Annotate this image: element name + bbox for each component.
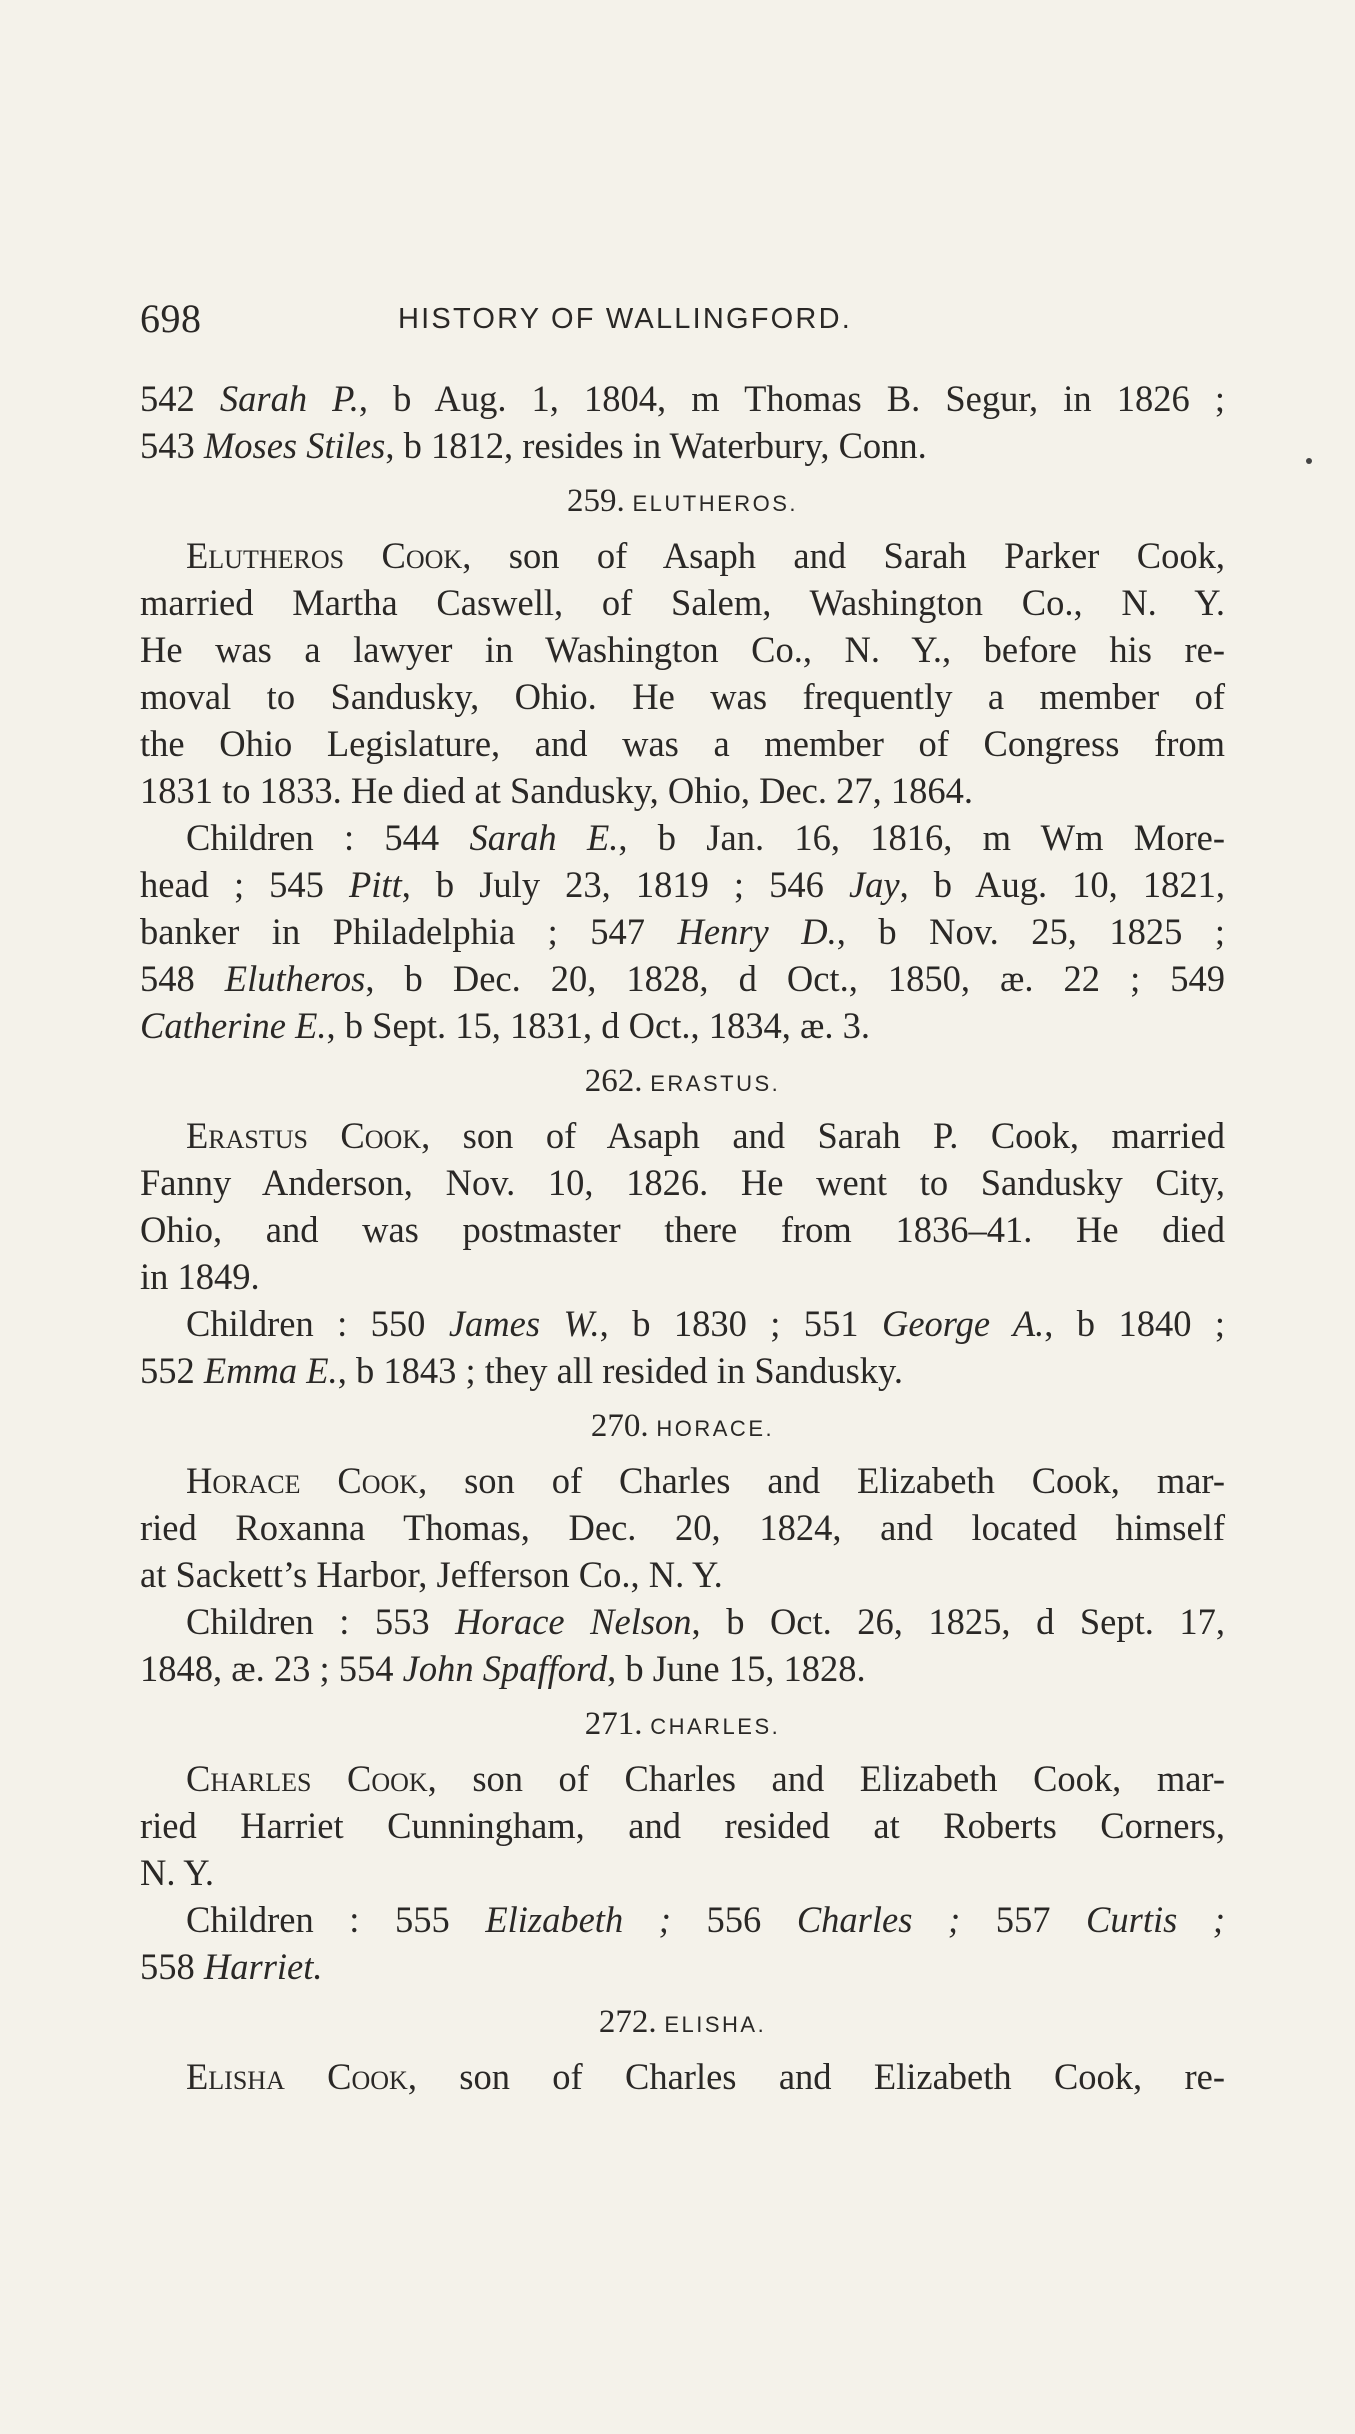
text-line: Erastus Cook, son of Asaph and Sarah P. Cook, married — [186, 1115, 1225, 1156]
text-line: He was a lawyer in Washington Co., N. Y., before his re- — [140, 629, 1225, 670]
section-heading-charles: 271. CHARLES. — [584, 1706, 781, 1742]
text-line: Horace Cook, son of Charles and Elizabeth Cook, mar- — [186, 1460, 1226, 1501]
text-line: Fanny Anderson, Nov. 10, 1826. He went to Sandusky City, — [140, 1162, 1225, 1203]
text-line: 543 Moses Stiles, b 1812, resides in Waterbury, Conn. — [140, 425, 927, 466]
text-line: N. Y. — [140, 1852, 215, 1893]
text-line: Children : 550 James W., b 1830 ; 551 George A., b 1840 ; — [186, 1303, 1225, 1344]
text-line: Children : 553 Horace Nelson, b Oct. 26, 1825, d Sept. 17, — [186, 1601, 1225, 1642]
margin-speck — [1306, 458, 1312, 464]
section-heading-elisha: 272. ELISHA. — [598, 2004, 767, 2040]
text-line: 548 Elutheros, b Dec. 20, 1828, d Oct., 1850, æ. 22 ; 549 — [140, 958, 1226, 999]
section-heading-elutheros: 259. ELUTHEROS. — [566, 483, 799, 519]
text-line: the Ohio Legislature, and was a member of Congress from — [140, 723, 1225, 764]
text-line: married Martha Caswell, of Salem, Washington Co., N. Y. — [140, 582, 1225, 623]
text-line: head ; 545 Pitt, b July 23, 1819 ; 546 Jay, b Aug. 10, 1821, — [140, 864, 1225, 905]
text-line: Catherine E., b Sept. 15, 1831, d Oct., 1834, æ. 3. — [140, 1005, 870, 1046]
text-line: 558 Harriet. — [140, 1946, 323, 1987]
text-line: Ohio, and was postmaster there from 1836–41. He died — [140, 1209, 1225, 1250]
text-line: in 1849. — [140, 1256, 260, 1297]
text-line: 1848, æ. 23 ; 554 John Spafford, b June 15, 1828. — [140, 1648, 866, 1689]
running-head: HISTORY OF WALLINGFORD. — [398, 303, 852, 335]
text-line: 552 Emma E., b 1843 ; they all resided in Sandusky. — [140, 1350, 904, 1391]
text-line: Charles Cook, son of Charles and Elizabeth Cook, mar- — [186, 1758, 1226, 1799]
text-line: Children : 555 Elizabeth ; 556 Charles ; 557 Curtis ; — [186, 1899, 1226, 1940]
text-line: banker in Philadelphia ; 547 Henry D., b Nov. 25, 1825 ; — [140, 911, 1225, 952]
text-line: ried Harriet Cunningham, and resided at Roberts Corners, — [140, 1805, 1225, 1846]
text-line: Elutheros Cook, son of Asaph and Sarah Parker Cook, — [186, 535, 1225, 576]
section-heading-horace: 270. HORACE. — [590, 1408, 775, 1444]
text-line: ried Roxanna Thomas, Dec. 20, 1824, and located himself — [140, 1507, 1225, 1548]
text-line: Children : 544 Sarah E., b Jan. 16, 1816, m Wm More- — [186, 817, 1226, 858]
page-number: 698 — [140, 296, 202, 341]
text-line: Elisha Cook, son of Charles and Elizabeth Cook, re- — [186, 2056, 1225, 2097]
page-header — [140, 295, 1225, 345]
section-heading-erastus: 262. ERASTUS. — [584, 1063, 781, 1099]
text-line: 542 Sarah P., b Aug. 1, 1804, m Thomas B. Segur, in 1826 ; — [140, 378, 1226, 419]
text-line: moval to Sandusky, Ohio. He was frequently a member of — [140, 676, 1225, 717]
body-text — [140, 375, 1225, 2100]
text-line: at Sackett’s Harbor, Jefferson Co., N. Y. — [140, 1554, 723, 1595]
text-line: 1831 to 1833. He died at Sandusky, Ohio, Dec. 27, 1864. — [140, 770, 973, 811]
